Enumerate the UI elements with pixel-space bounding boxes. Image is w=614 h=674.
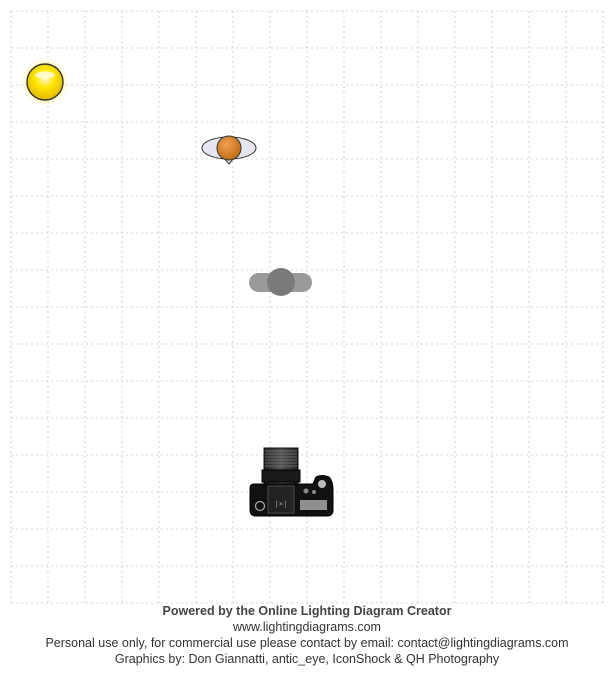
round-reflector-icon[interactable] — [249, 268, 312, 296]
footer-website[interactable]: www.lightingdiagrams.com — [233, 620, 381, 634]
svg-text:|×|: |×| — [274, 500, 288, 508]
person-top-view-icon[interactable] — [202, 136, 256, 164]
camera-top-view-icon[interactable] — [250, 448, 333, 516]
credits-footer — [0, 603, 614, 667]
footer-credits: Graphics by: Don Giannatti, antic_eye, IconShock & QH Photography — [114, 652, 500, 666]
footer-license: Personal use only, for commercial use please contact by email: contact@lightingdiagrams.com — [45, 636, 569, 650]
sun-icon[interactable] — [21, 58, 69, 106]
footer-title: Powered by the Online Lighting Diagram Creator — [162, 604, 452, 618]
